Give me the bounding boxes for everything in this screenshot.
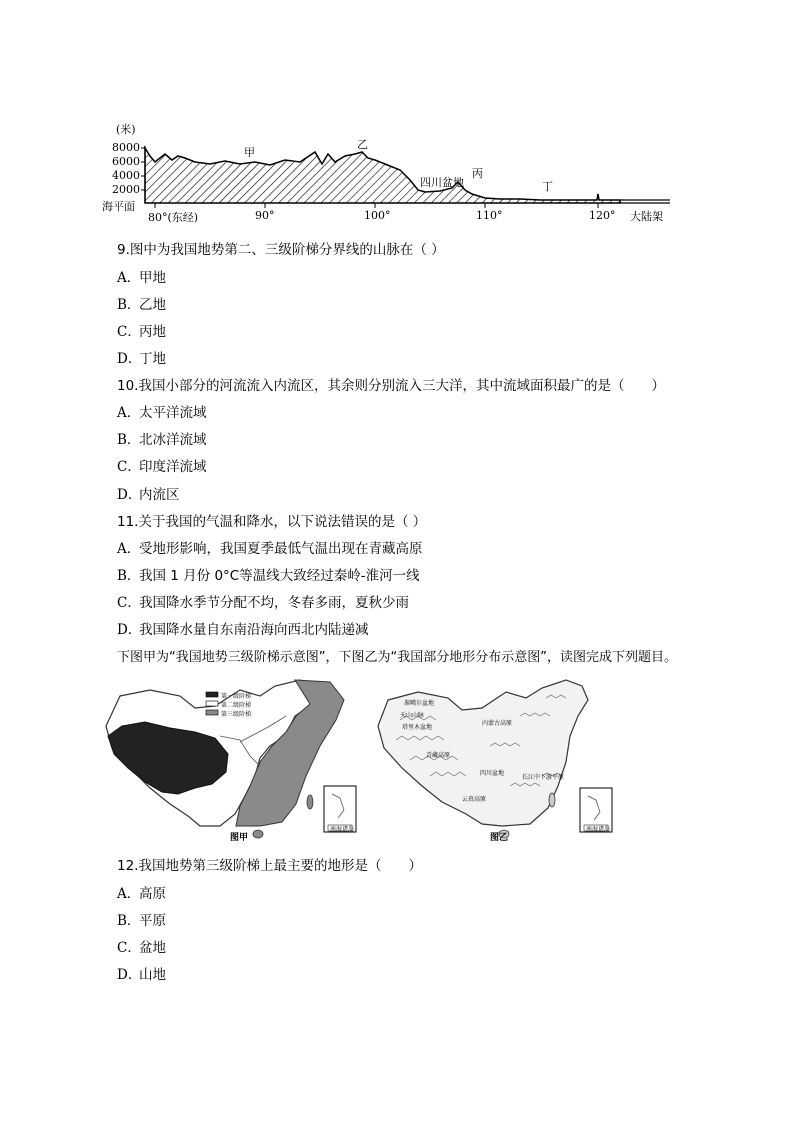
- option-letter: D．: [117, 967, 142, 983]
- option-text: 乙地: [139, 297, 166, 313]
- q10-option-b[interactable]: [117, 430, 207, 450]
- option-letter: B．: [117, 432, 141, 448]
- label-sichuan: 四川盆地: [420, 176, 464, 189]
- q9-option-a[interactable]: [117, 268, 166, 288]
- q12-option-b[interactable]: [117, 911, 166, 931]
- label-tianshan: 天山山脉: [400, 712, 425, 719]
- sea-level-label: 海平面: [102, 200, 135, 213]
- map-yi-caption: 图乙: [490, 833, 509, 843]
- option-letter: A．: [117, 405, 141, 421]
- option-letter: B．: [117, 913, 141, 929]
- profile-unit: (米): [116, 123, 136, 136]
- q10-option-d[interactable]: [117, 485, 180, 505]
- option-text: 我国降水量自东南沿海向西北内陆递减: [139, 622, 369, 638]
- option-letter: C．: [117, 940, 141, 956]
- option-letter: C．: [117, 324, 141, 340]
- label-ding: 丁: [542, 180, 553, 193]
- q12-option-c[interactable]: [117, 938, 166, 958]
- question-11-stem: 11.关于我国的气温和降水，以下说法错误的是（ ）: [117, 514, 427, 530]
- map-jia-caption: 图甲: [230, 833, 249, 843]
- x-tick-100: 100°: [364, 209, 391, 222]
- label-neimenggu: 内蒙古高原: [482, 720, 513, 727]
- q11-option-a[interactable]: [117, 539, 423, 559]
- q10-option-c[interactable]: [117, 457, 207, 477]
- x-tick-110: 110°: [476, 209, 503, 222]
- q10-option-a[interactable]: [117, 403, 207, 423]
- map-jia-inset-label: 南海诸岛: [330, 826, 355, 833]
- label-junggar: 准噶尔盆地: [404, 700, 435, 707]
- terrain-profile: [100, 118, 680, 230]
- label-changjiang: 长江中下游平原: [522, 774, 565, 781]
- y-tick-6000: 6000: [112, 155, 140, 168]
- x-tick-90: 90°: [255, 209, 275, 222]
- map-yi-inset-label: 南海诸岛: [586, 826, 611, 833]
- q12-option-d[interactable]: [117, 965, 166, 985]
- option-letter: C．: [117, 595, 141, 611]
- q9-option-b[interactable]: [117, 295, 166, 315]
- label-shelf: 大陆架: [630, 210, 663, 223]
- y-tick-8000: 8000: [112, 141, 140, 154]
- option-letter: A．: [117, 541, 141, 557]
- x-tick-120: 120°: [589, 209, 616, 222]
- y-tick-4000: 4000: [112, 169, 140, 182]
- label-yi: 乙: [357, 138, 368, 151]
- option-letter: A．: [117, 270, 141, 286]
- option-text: 受地形影响，我国夏季最低气温出现在青藏高原: [139, 541, 423, 557]
- option-letter: B．: [117, 568, 141, 584]
- option-letter: D．: [117, 622, 142, 638]
- question-10-stem: 10.我国小部分的河流流入内流区，其余则分别流入三大洋，其中流域面积最广的是（ ）: [117, 378, 665, 394]
- label-bing: 丙: [472, 167, 483, 180]
- option-letter: D．: [117, 487, 142, 503]
- legend-step-3: 第三级阶梯: [221, 711, 252, 718]
- q12-option-a[interactable]: [117, 884, 166, 904]
- option-letter: D．: [117, 351, 142, 367]
- label-tarim: 塔里木盆地: [402, 724, 433, 731]
- option-text: 我国降水季节分配不均，冬春多雨，夏秋少雨: [139, 595, 409, 611]
- question-12-stem: 12.我国地势第三级阶梯上最主要的地形是（ ）: [117, 858, 422, 874]
- option-text: 平原: [139, 913, 166, 929]
- label-sichuan-basin: 四川盆地: [480, 770, 505, 777]
- option-text: 甲地: [139, 270, 166, 286]
- option-letter: B．: [117, 297, 141, 313]
- option-letter: C．: [117, 459, 141, 475]
- option-letter: A．: [117, 886, 141, 902]
- option-text: 北冰洋流域: [139, 432, 207, 448]
- legend-step-2: 第二级阶梯: [221, 702, 252, 709]
- q9-option-c[interactable]: [117, 322, 166, 342]
- option-text: 高原: [139, 886, 166, 902]
- option-text: 盆地: [139, 940, 166, 956]
- q11-option-c[interactable]: [117, 593, 409, 613]
- option-text: 丙地: [139, 324, 166, 340]
- option-text: 内流区: [139, 487, 180, 503]
- y-tick-2000: 2000: [112, 183, 140, 196]
- label-yungui: 云贵高原: [462, 796, 487, 803]
- q11-option-b[interactable]: [117, 566, 420, 586]
- option-text: 我国 1 月份 0°C等温线大致经过秦岭-淮河一线: [139, 568, 420, 584]
- map-jia: [100, 676, 362, 848]
- figure-intro: 下图甲为“我国地势三级阶梯示意图”，下图乙为“我国部分地形分布示意图”，读图完成下列题目。: [117, 650, 677, 665]
- option-text: 印度洋流域: [139, 459, 207, 475]
- question-9-stem: 9.图中为我国地势第二、三级阶梯分界线的山脉在（ ）: [117, 242, 445, 258]
- label-jia: 甲: [244, 146, 255, 159]
- x-tick-80: 80°(东经): [148, 211, 199, 224]
- map-yi: [370, 676, 620, 848]
- option-text: 丁地: [139, 351, 166, 367]
- q11-option-d[interactable]: [117, 620, 369, 640]
- q9-option-d[interactable]: [117, 349, 166, 369]
- option-text: 山地: [139, 967, 166, 983]
- label-qingzang: 青藏高原: [426, 752, 451, 759]
- legend-step-1: 第一级阶梯: [221, 693, 252, 700]
- option-text: 太平洋流域: [139, 405, 207, 421]
